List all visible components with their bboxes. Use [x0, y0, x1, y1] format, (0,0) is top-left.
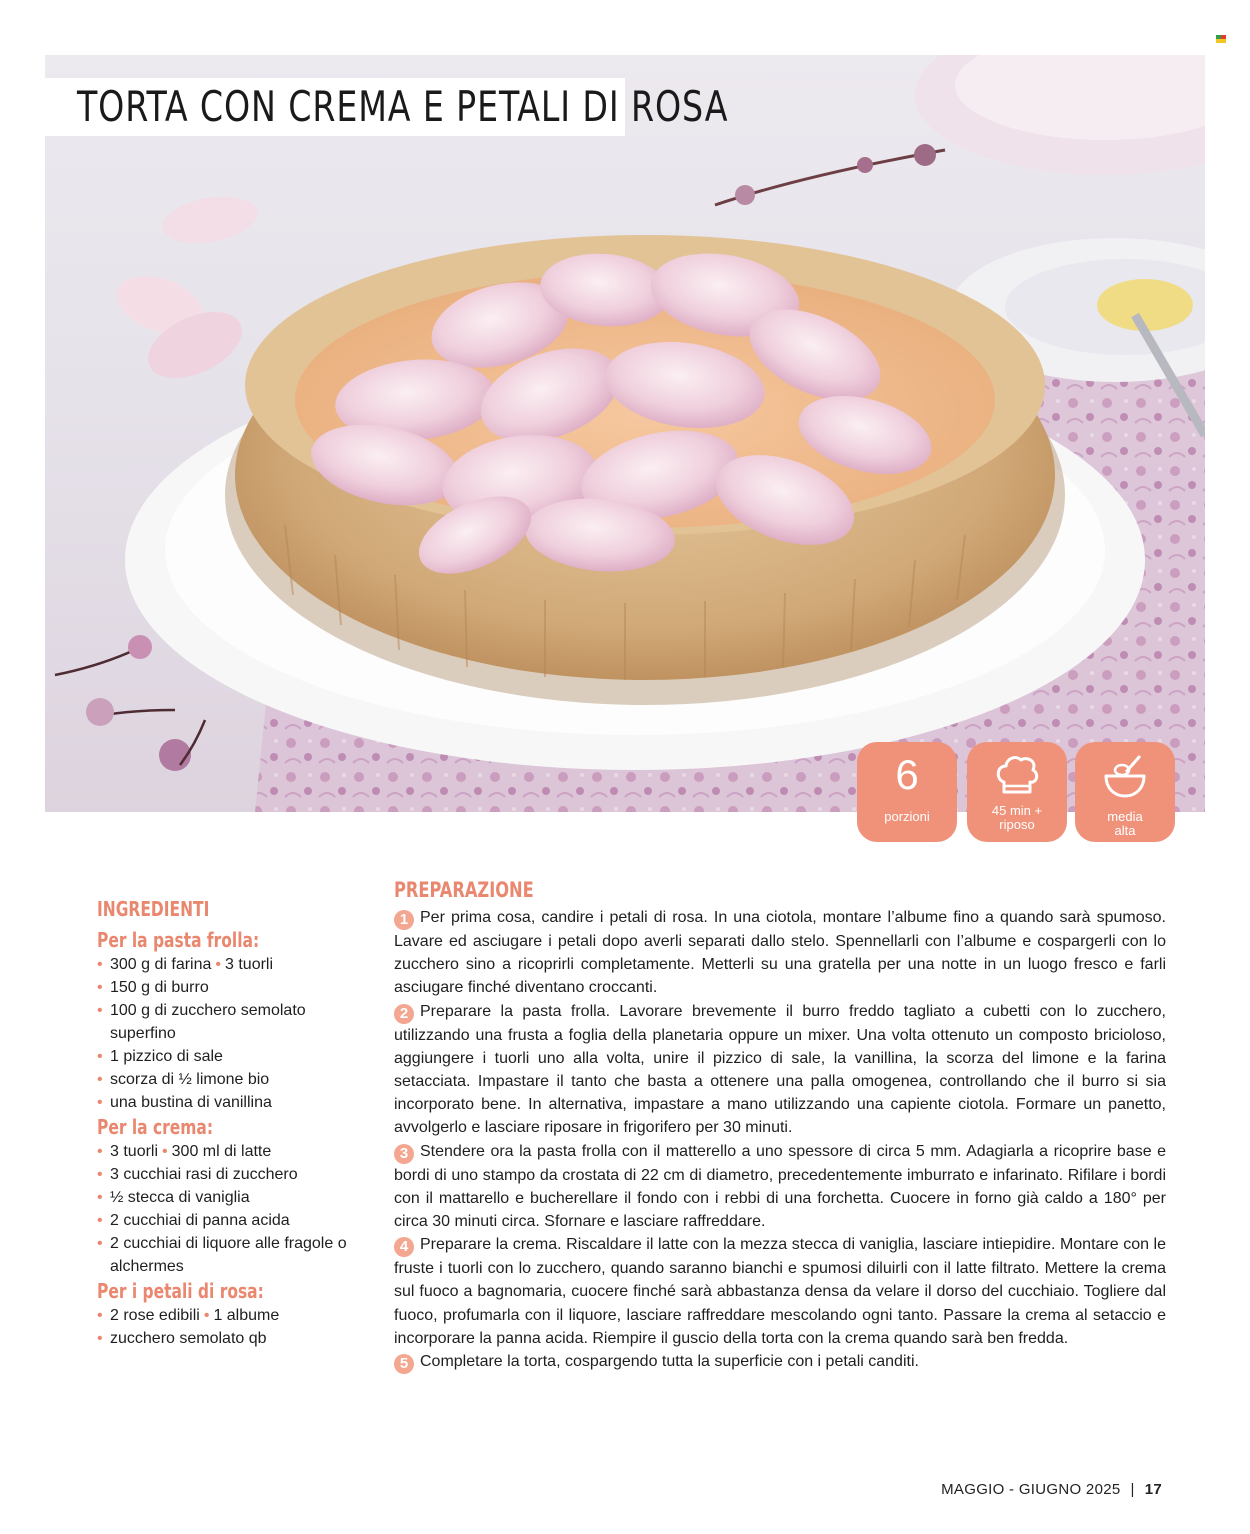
ingredient-item: • 2 rose edibili • 1 albume — [97, 1307, 280, 1324]
corner-logo-icon — [1216, 30, 1226, 38]
step-number: 4 — [394, 1237, 414, 1257]
servings-label: porzioni — [884, 809, 930, 824]
mixing-bowl-icon — [1102, 752, 1148, 800]
ingredient-item: • una bustina di vanillina — [97, 1094, 272, 1111]
recipe-badges — [857, 742, 1177, 842]
ingredient-item: • scorza di ½ limone bio — [97, 1071, 270, 1088]
issue-date: MAGGIO - GIUGNO 2025 — [941, 1481, 1121, 1498]
ingredient-item: • 2 cucchiai di liquore alle fragole o alchermes — [97, 1235, 347, 1275]
step-2 — [394, 1000, 1166, 1140]
step-text: Preparare la crema. Riscaldare il latte con la mezza stecca di vaniglia, lasciare intiepidire. Montare con le fruste i tuorli con lo zucchero, quando saranno bianchi e spumosi diluirli con il latte filtrato. Mettere la crema sul fuoco a bagnomaria, cuocere finché sarà abbastanza densa da velare il dorso del cucchiaio. Togliere dal fuoco, profumarla con il liquore, lasciare raffreddare mescolando ogni tanto. Passare la crema al setaccio e incorporare la panna acida. Riempire il guscio della torta con la crema quando sarà ben fredda. — [394, 1236, 1166, 1347]
preparation-heading: PREPARAZIONE — [394, 878, 534, 902]
servings-badge — [857, 742, 957, 842]
step-number: 5 — [394, 1354, 414, 1374]
ingredients-column — [97, 895, 367, 1350]
page-title: TORTA CON CREMA E PETALI DI ROSA — [77, 82, 729, 131]
step-number: 3 — [394, 1144, 414, 1164]
servings-number: 6 — [895, 751, 919, 798]
difficulty-badge — [1075, 742, 1175, 842]
time-badge — [967, 742, 1067, 842]
step-text: Completare la torta, cospargendo tutta la superficie con i petali canditi. — [420, 1353, 919, 1371]
ingredient-item: • 100 g di zucchero semolato superfino — [97, 1002, 306, 1042]
ingredient-item: • 2 cucchiai di panna acida — [97, 1212, 290, 1229]
chef-hat-icon — [994, 752, 1040, 800]
step-1 — [394, 906, 1166, 1000]
ingredient-item: • 3 cucchiai rasi di zucchero — [97, 1166, 298, 1183]
title-box — [45, 78, 729, 136]
difficulty-line2: alta — [1114, 823, 1136, 838]
ingredient-item: • zucchero semolato qb — [97, 1330, 267, 1347]
step-4 — [394, 1233, 1166, 1350]
section-title-petali: Per i petali di rosa: — [97, 1279, 264, 1303]
step-text: Preparare la pasta frolla. Lavorare brevemente il burro freddo tagliato a cubetti con lo zucchero, utilizzando una frusta a foglia della planetaria oppure un mixer. Una volta ottenuto un composto bricioloso, aggiungere i tuorli uno alla volta, unire il pizzico di sale, la vanillina, la scorza del limone e la farina setacciata. Impastare il tanto che basta a ottenere una palla omogenea, controllando che il burro si sia incorporato bene. In alternativa, impastare a mano utilizzando una capiente ciotola. Formare un panetto, avvolgerlo e lasciare riposare in frigorifero per 30 minuti. — [394, 1002, 1166, 1137]
page-number: 17 — [1144, 1481, 1162, 1498]
hero-photo — [45, 55, 1205, 812]
ingredients-heading: INGREDIENTI — [97, 897, 210, 921]
ingredient-item: • 300 g di farina • 3 tuorli — [97, 956, 274, 973]
section-title-pasta-frolla: Per la pasta frolla: — [97, 928, 260, 952]
ingredient-item: • 3 tuorli • 300 ml di latte — [97, 1143, 272, 1160]
ingredient-list-petali — [97, 1304, 367, 1350]
ingredient-list-pasta-frolla — [97, 953, 367, 1114]
preparation-column — [394, 876, 1166, 1374]
time-line2: riposo — [999, 817, 1035, 832]
ingredient-item: • 1 pizzico di sale — [97, 1048, 223, 1065]
tart-illustration — [45, 55, 1205, 812]
step-number: 1 — [394, 910, 414, 930]
step-text: Stendere ora la pasta frolla con il matterello a uno spessore di circa 5 mm. Adagiarla a ricoprire base e bordi di uno stampo da crostata di 22 cm di diametro, precedentemente imburrato e infarinato. Rifilare i bordi con il mattarello e bucherellare il fondo con i rebbi di una forchetta. Cuocere in forno già caldo a 180° per circa 30 minuti circa. Sfornare e lasciare raffreddare. — [394, 1142, 1166, 1231]
page-footer — [941, 1481, 1162, 1498]
step-3 — [394, 1140, 1166, 1234]
difficulty-line1: media — [1107, 809, 1143, 824]
footer-separator: | — [1130, 1481, 1135, 1498]
section-title-crema: Per la crema: — [97, 1115, 214, 1139]
time-line1: 45 min + — [991, 803, 1043, 818]
step-5 — [394, 1350, 1166, 1374]
step-text: Per prima cosa, candire i petali di rosa. In una ciotola, montare l’albume fino a quando sarà spumoso. Lavare ed asciugare i petali dopo averli separati dallo stelo. Spennellarli con l’albume e cospargerli con lo zucchero sino a ricoprirli completamente. Metterli su una gratella per una notte in un luogo fresco e farli asciugare finché diventano croccanti. — [394, 909, 1166, 997]
ingredient-item: • ½ stecca di vaniglia — [97, 1189, 250, 1206]
step-number: 2 — [394, 1004, 414, 1024]
ingredient-item: • 150 g di burro — [97, 979, 209, 996]
ingredient-list-crema — [97, 1140, 367, 1278]
